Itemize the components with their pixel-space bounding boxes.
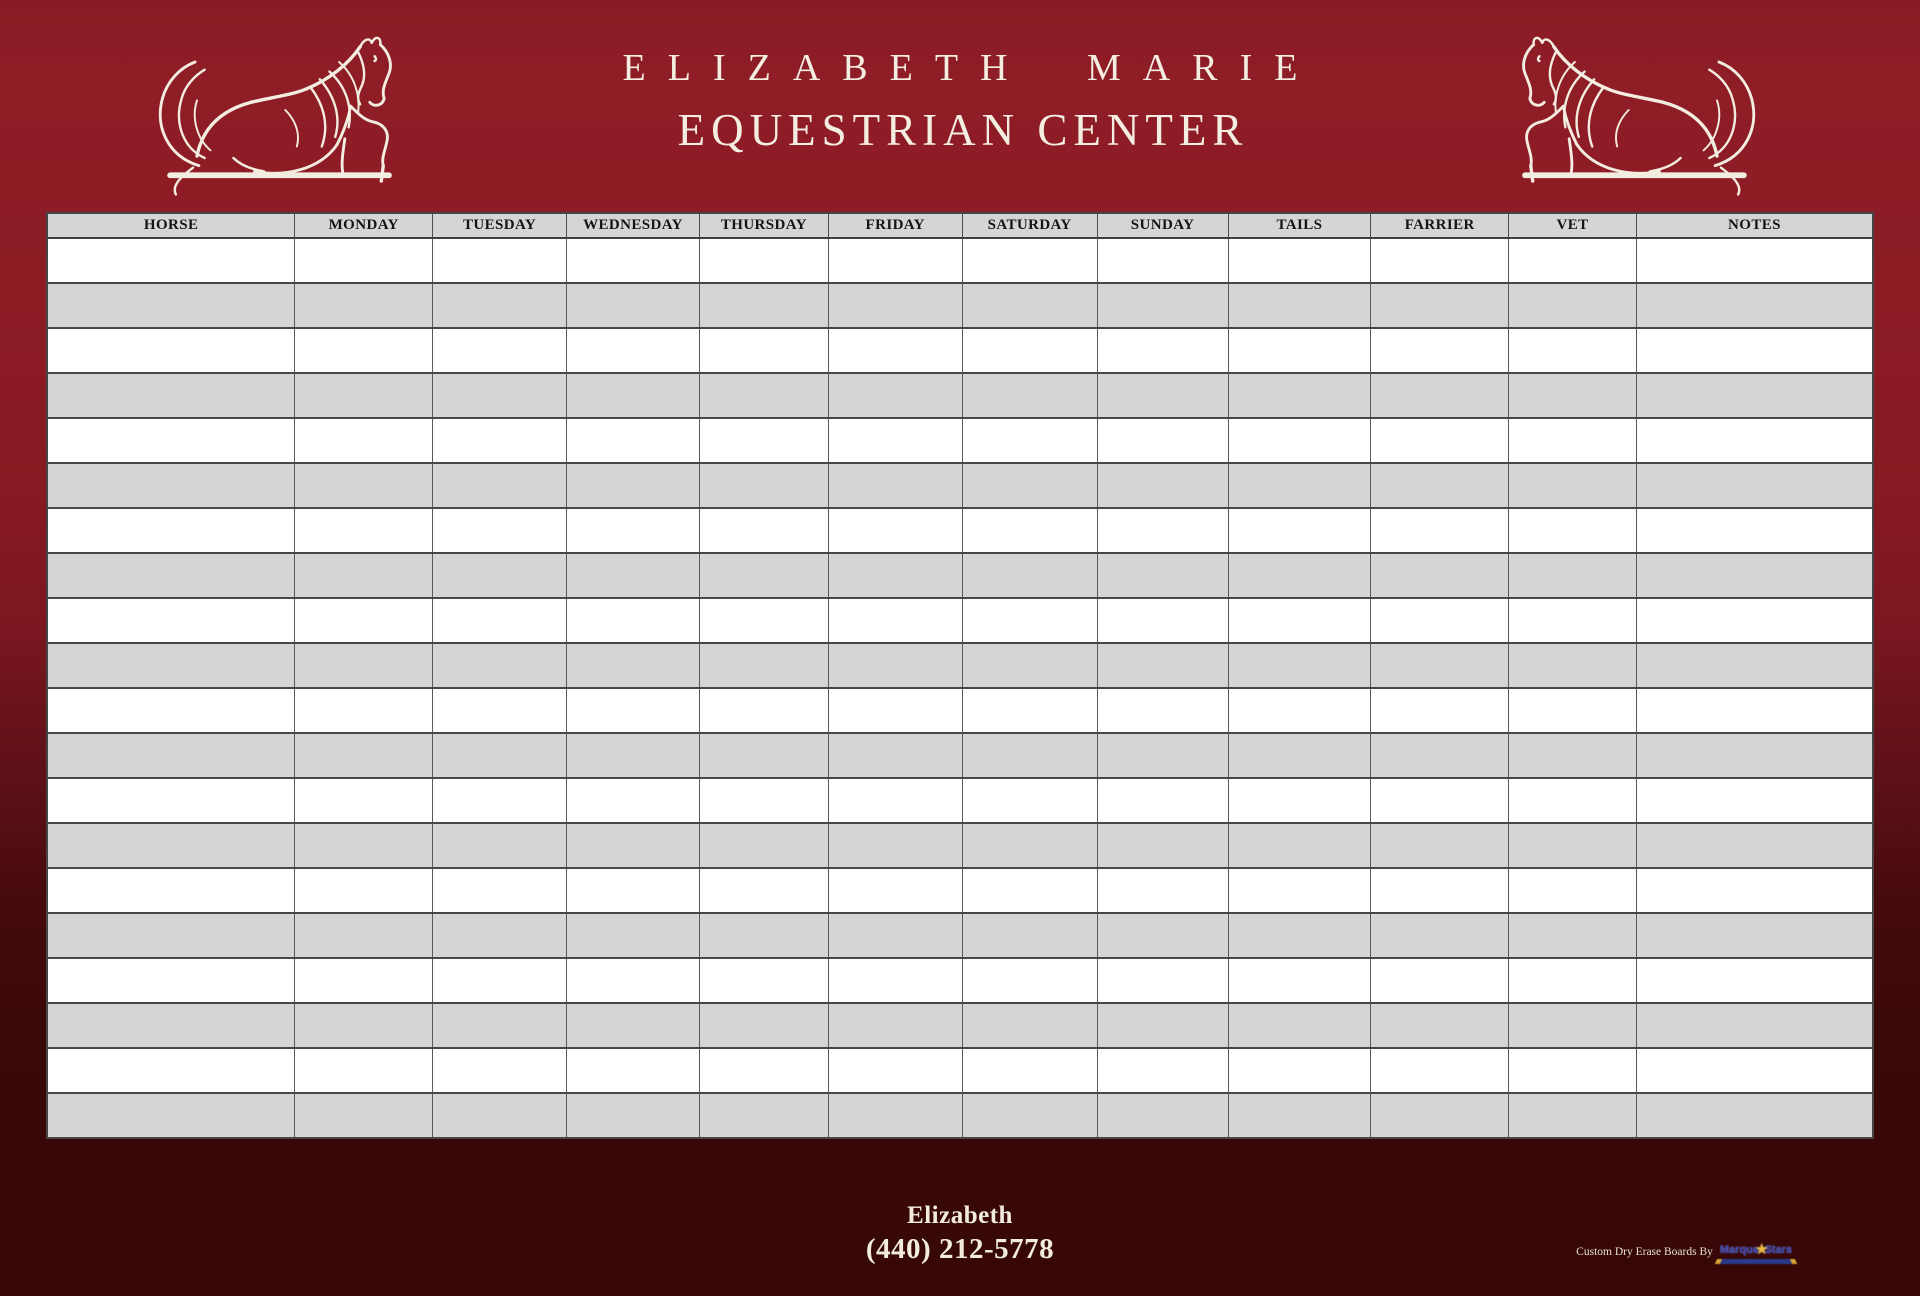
table-cell[interactable] bbox=[433, 1048, 567, 1093]
table-cell[interactable] bbox=[295, 688, 433, 733]
table-cell[interactable] bbox=[1228, 823, 1371, 868]
table-cell[interactable] bbox=[962, 283, 1097, 328]
table-row bbox=[47, 868, 1873, 913]
table-cell[interactable] bbox=[433, 778, 567, 823]
table-cell[interactable] bbox=[1636, 418, 1873, 463]
table-row bbox=[47, 688, 1873, 733]
table-cell[interactable] bbox=[566, 238, 699, 283]
title-block bbox=[0, 46, 1920, 156]
table-cell[interactable] bbox=[1636, 238, 1873, 283]
table-row bbox=[47, 778, 1873, 823]
table-row bbox=[47, 283, 1873, 328]
table-cell[interactable] bbox=[1228, 508, 1371, 553]
table-cell[interactable] bbox=[47, 553, 295, 598]
table-row bbox=[47, 913, 1873, 958]
table-cell[interactable] bbox=[828, 238, 962, 283]
table-cell[interactable] bbox=[1228, 283, 1371, 328]
table-cell[interactable] bbox=[962, 508, 1097, 553]
table-cell[interactable] bbox=[295, 958, 433, 1003]
table-cell[interactable] bbox=[433, 913, 567, 958]
star-icon: ★ bbox=[1755, 1242, 1769, 1258]
table-cell[interactable] bbox=[1371, 1093, 1509, 1138]
table-row bbox=[47, 418, 1873, 463]
table-cell[interactable] bbox=[1636, 958, 1873, 1003]
table-cell[interactable] bbox=[566, 463, 699, 508]
table-cell[interactable] bbox=[699, 1003, 828, 1048]
table-cell[interactable] bbox=[566, 283, 699, 328]
table-cell[interactable] bbox=[295, 733, 433, 778]
table-cell[interactable] bbox=[828, 553, 962, 598]
table-cell[interactable] bbox=[699, 373, 828, 418]
table-cell[interactable] bbox=[1097, 823, 1228, 868]
table-cell[interactable] bbox=[433, 373, 567, 418]
table-cell[interactable] bbox=[295, 283, 433, 328]
table-cell[interactable] bbox=[433, 733, 567, 778]
table-cell[interactable] bbox=[566, 373, 699, 418]
table-cell[interactable] bbox=[566, 1048, 699, 1093]
table-row bbox=[47, 958, 1873, 1003]
table-row bbox=[47, 1048, 1873, 1093]
table-cell[interactable] bbox=[47, 733, 295, 778]
table-cell[interactable] bbox=[566, 328, 699, 373]
column-header-vet: VET bbox=[1509, 213, 1637, 238]
table-cell[interactable] bbox=[1636, 643, 1873, 688]
vendor-logo-word-2: Stars bbox=[1764, 1244, 1792, 1256]
table-cell[interactable] bbox=[699, 733, 828, 778]
vendor-logo bbox=[1720, 1243, 1792, 1264]
table-cell[interactable] bbox=[1636, 823, 1873, 868]
table-cell[interactable] bbox=[1097, 328, 1228, 373]
column-header-tuesday: TUESDAY bbox=[433, 213, 567, 238]
column-header-monday: MONDAY bbox=[295, 213, 433, 238]
table-cell[interactable] bbox=[1509, 1093, 1637, 1138]
table-row bbox=[47, 598, 1873, 643]
table-cell[interactable] bbox=[962, 913, 1097, 958]
table-cell[interactable] bbox=[566, 1093, 699, 1138]
table-cell[interactable] bbox=[295, 823, 433, 868]
table-cell[interactable] bbox=[1371, 958, 1509, 1003]
table-cell[interactable] bbox=[1636, 508, 1873, 553]
table-cell[interactable] bbox=[433, 553, 567, 598]
table-cell[interactable] bbox=[1636, 688, 1873, 733]
table-cell[interactable] bbox=[962, 688, 1097, 733]
table-cell[interactable] bbox=[1228, 553, 1371, 598]
table-cell[interactable] bbox=[828, 868, 962, 913]
table-cell[interactable] bbox=[1509, 238, 1637, 283]
table-cell[interactable] bbox=[433, 868, 567, 913]
table-row bbox=[47, 823, 1873, 868]
table-cell[interactable] bbox=[699, 1093, 828, 1138]
table-cell[interactable] bbox=[962, 463, 1097, 508]
table-cell[interactable] bbox=[828, 508, 962, 553]
table-cell[interactable] bbox=[1509, 1003, 1637, 1048]
vendor-credit-text: Custom Dry Erase Boards By bbox=[1576, 1246, 1713, 1258]
table-cell[interactable] bbox=[1509, 418, 1637, 463]
table-cell[interactable] bbox=[1509, 958, 1637, 1003]
table-cell[interactable] bbox=[295, 508, 433, 553]
table-cell[interactable] bbox=[566, 958, 699, 1003]
page-title: ELIZABETH MARIE bbox=[622, 47, 1320, 89]
table-row bbox=[47, 1003, 1873, 1048]
table-cell[interactable] bbox=[828, 373, 962, 418]
table-cell[interactable] bbox=[1228, 643, 1371, 688]
table-cell[interactable] bbox=[433, 643, 567, 688]
table-cell[interactable] bbox=[295, 1003, 433, 1048]
column-header-wednesday: WEDNESDAY bbox=[566, 213, 699, 238]
table-cell[interactable] bbox=[1509, 553, 1637, 598]
table-cell[interactable] bbox=[1228, 958, 1371, 1003]
table-cell[interactable] bbox=[962, 373, 1097, 418]
table-cell[interactable] bbox=[295, 1048, 433, 1093]
table-cell[interactable] bbox=[962, 1048, 1097, 1093]
column-header-thursday: THURSDAY bbox=[699, 213, 828, 238]
table-cell[interactable] bbox=[295, 778, 433, 823]
table-cell[interactable] bbox=[295, 418, 433, 463]
table-cell[interactable] bbox=[699, 823, 828, 868]
table-cell[interactable] bbox=[47, 238, 295, 283]
table-cell[interactable] bbox=[1509, 598, 1637, 643]
table-cell[interactable] bbox=[566, 688, 699, 733]
table-cell[interactable] bbox=[1228, 868, 1371, 913]
table-cell[interactable] bbox=[1636, 553, 1873, 598]
table-cell[interactable] bbox=[1228, 778, 1371, 823]
table-cell[interactable] bbox=[1097, 283, 1228, 328]
table-cell[interactable] bbox=[433, 283, 567, 328]
column-header-notes: NOTES bbox=[1636, 213, 1873, 238]
schedule-table bbox=[46, 212, 1874, 1139]
table-cell[interactable] bbox=[1228, 328, 1371, 373]
table-cell[interactable] bbox=[295, 598, 433, 643]
table-cell[interactable] bbox=[295, 643, 433, 688]
table-cell[interactable] bbox=[962, 823, 1097, 868]
table-cell[interactable] bbox=[566, 598, 699, 643]
masthead bbox=[0, 0, 1920, 212]
table-cell[interactable] bbox=[1371, 238, 1509, 283]
table-cell[interactable] bbox=[47, 868, 295, 913]
table-cell[interactable] bbox=[699, 238, 828, 283]
table-cell[interactable] bbox=[1636, 913, 1873, 958]
table-row bbox=[47, 733, 1873, 778]
table-cell[interactable] bbox=[1509, 373, 1637, 418]
table-cell[interactable] bbox=[295, 1093, 433, 1138]
column-header-friday: FRIDAY bbox=[828, 213, 962, 238]
table-cell[interactable] bbox=[1509, 1048, 1637, 1093]
table-cell[interactable] bbox=[1097, 238, 1228, 283]
table-cell[interactable] bbox=[828, 1093, 962, 1138]
table-cell[interactable] bbox=[962, 1003, 1097, 1048]
table-cell[interactable] bbox=[566, 1003, 699, 1048]
table-cell[interactable] bbox=[1097, 688, 1228, 733]
table-cell[interactable] bbox=[828, 733, 962, 778]
table-cell[interactable] bbox=[828, 823, 962, 868]
table-cell[interactable] bbox=[47, 328, 295, 373]
table-cell[interactable] bbox=[1371, 823, 1509, 868]
table-cell[interactable] bbox=[1636, 1003, 1873, 1048]
column-header-horse: HORSE bbox=[47, 213, 295, 238]
table-cell[interactable] bbox=[1636, 373, 1873, 418]
table-header-row bbox=[47, 213, 1873, 238]
table-cell[interactable] bbox=[828, 463, 962, 508]
table-row bbox=[47, 643, 1873, 688]
table-cell[interactable] bbox=[566, 868, 699, 913]
table-cell[interactable] bbox=[1636, 1093, 1873, 1138]
table-cell[interactable] bbox=[1228, 688, 1371, 733]
table-cell[interactable] bbox=[699, 958, 828, 1003]
table-cell[interactable] bbox=[962, 778, 1097, 823]
table-cell[interactable] bbox=[962, 958, 1097, 1003]
table-cell[interactable] bbox=[1228, 1093, 1371, 1138]
table-cell[interactable] bbox=[962, 868, 1097, 913]
table-cell[interactable] bbox=[699, 553, 828, 598]
table-cell[interactable] bbox=[433, 508, 567, 553]
table-cell[interactable] bbox=[828, 778, 962, 823]
table-cell[interactable] bbox=[962, 238, 1097, 283]
table-cell[interactable] bbox=[828, 958, 962, 1003]
table-cell[interactable] bbox=[295, 373, 433, 418]
table-cell[interactable] bbox=[828, 1003, 962, 1048]
table-cell[interactable] bbox=[962, 328, 1097, 373]
table-cell[interactable] bbox=[295, 553, 433, 598]
table-cell[interactable] bbox=[1371, 688, 1509, 733]
table-cell[interactable] bbox=[699, 328, 828, 373]
vendor-credit bbox=[1576, 1243, 1792, 1264]
table-row bbox=[47, 238, 1873, 283]
table-cell[interactable] bbox=[699, 778, 828, 823]
table-cell[interactable] bbox=[1509, 733, 1637, 778]
table-cell[interactable] bbox=[1228, 238, 1371, 283]
table-cell[interactable] bbox=[433, 1093, 567, 1138]
table-cell[interactable] bbox=[1509, 823, 1637, 868]
table-cell[interactable] bbox=[1228, 373, 1371, 418]
table-cell[interactable] bbox=[1371, 868, 1509, 913]
table-cell[interactable] bbox=[1228, 1003, 1371, 1048]
table-cell[interactable] bbox=[1228, 733, 1371, 778]
contact-phone: (440) 212-5778 bbox=[865, 1233, 1055, 1265]
table-cell[interactable] bbox=[1509, 688, 1637, 733]
table-cell[interactable] bbox=[1371, 598, 1509, 643]
table-cell[interactable] bbox=[1371, 778, 1509, 823]
vendor-logo-word-1: Marque bbox=[1719, 1244, 1760, 1256]
table-cell[interactable] bbox=[962, 733, 1097, 778]
table-cell[interactable] bbox=[962, 598, 1097, 643]
table-cell[interactable] bbox=[433, 418, 567, 463]
table-cell[interactable] bbox=[1371, 373, 1509, 418]
table-cell[interactable] bbox=[1636, 328, 1873, 373]
table-cell[interactable] bbox=[1509, 463, 1637, 508]
column-header-saturday: SATURDAY bbox=[962, 213, 1097, 238]
table-cell[interactable] bbox=[566, 643, 699, 688]
table-cell[interactable] bbox=[1636, 598, 1873, 643]
table-cell[interactable] bbox=[1097, 598, 1228, 643]
table-cell[interactable] bbox=[1097, 553, 1228, 598]
table-cell[interactable] bbox=[1636, 283, 1873, 328]
table-cell[interactable] bbox=[47, 283, 295, 328]
table-cell[interactable] bbox=[1097, 778, 1228, 823]
table-cell[interactable] bbox=[962, 1093, 1097, 1138]
table-cell[interactable] bbox=[433, 463, 567, 508]
table-cell[interactable] bbox=[699, 283, 828, 328]
column-header-sunday: SUNDAY bbox=[1097, 213, 1228, 238]
table-cell[interactable] bbox=[1371, 643, 1509, 688]
table-cell[interactable] bbox=[699, 463, 828, 508]
table-cell[interactable] bbox=[47, 913, 295, 958]
table-cell[interactable] bbox=[1228, 1048, 1371, 1093]
table-cell[interactable] bbox=[699, 598, 828, 643]
table-cell[interactable] bbox=[1636, 733, 1873, 778]
table-cell[interactable] bbox=[1228, 598, 1371, 643]
table-cell[interactable] bbox=[433, 823, 567, 868]
table-cell[interactable] bbox=[1636, 778, 1873, 823]
table-cell[interactable] bbox=[433, 328, 567, 373]
table-row bbox=[47, 1093, 1873, 1138]
table-cell[interactable] bbox=[828, 643, 962, 688]
table-row bbox=[47, 373, 1873, 418]
page-subtitle: EQUESTRIAN CENTER bbox=[677, 105, 1249, 155]
table-cell[interactable] bbox=[1097, 373, 1228, 418]
table-row bbox=[47, 328, 1873, 373]
table-cell[interactable] bbox=[1371, 283, 1509, 328]
column-header-farrier: FARRIER bbox=[1371, 213, 1509, 238]
table-cell[interactable] bbox=[1097, 1003, 1228, 1048]
table-cell[interactable] bbox=[295, 328, 433, 373]
table-cell[interactable] bbox=[47, 778, 295, 823]
table-cell[interactable] bbox=[962, 553, 1097, 598]
table-cell[interactable] bbox=[699, 643, 828, 688]
table-cell[interactable] bbox=[1371, 328, 1509, 373]
table-cell[interactable] bbox=[47, 373, 295, 418]
table-cell[interactable] bbox=[699, 688, 828, 733]
table-row bbox=[47, 508, 1873, 553]
table-cell[interactable] bbox=[295, 238, 433, 283]
table-cell[interactable] bbox=[1371, 553, 1509, 598]
table-cell[interactable] bbox=[566, 913, 699, 958]
table-cell[interactable] bbox=[1228, 913, 1371, 958]
table-cell[interactable] bbox=[295, 463, 433, 508]
table-cell[interactable] bbox=[1228, 463, 1371, 508]
table-cell[interactable] bbox=[1509, 328, 1637, 373]
table-cell[interactable] bbox=[1509, 868, 1637, 913]
table-cell[interactable] bbox=[828, 598, 962, 643]
table-cell[interactable] bbox=[699, 508, 828, 553]
table-cell[interactable] bbox=[1097, 913, 1228, 958]
table-cell[interactable] bbox=[47, 823, 295, 868]
table-cell[interactable] bbox=[1509, 913, 1637, 958]
table-cell[interactable] bbox=[1371, 913, 1509, 958]
table-cell[interactable] bbox=[295, 913, 433, 958]
table-cell[interactable] bbox=[433, 958, 567, 1003]
table-cell[interactable] bbox=[1097, 418, 1228, 463]
table-cell[interactable] bbox=[1509, 778, 1637, 823]
table-cell[interactable] bbox=[566, 778, 699, 823]
table-cell[interactable] bbox=[1371, 1003, 1509, 1048]
table-cell[interactable] bbox=[47, 463, 295, 508]
table-cell[interactable] bbox=[47, 1093, 295, 1138]
column-header-tails: TAILS bbox=[1228, 213, 1371, 238]
table-cell[interactable] bbox=[1097, 733, 1228, 778]
table-cell[interactable] bbox=[1636, 1048, 1873, 1093]
table-cell[interactable] bbox=[699, 913, 828, 958]
table-cell[interactable] bbox=[699, 1048, 828, 1093]
table-cell[interactable] bbox=[1097, 958, 1228, 1003]
table-cell[interactable] bbox=[1636, 463, 1873, 508]
table-cell[interactable] bbox=[1228, 418, 1371, 463]
vendor-logo-banner bbox=[1720, 1259, 1792, 1264]
table-cell[interactable] bbox=[1097, 1093, 1228, 1138]
table-cell[interactable] bbox=[828, 418, 962, 463]
table-cell[interactable] bbox=[433, 1003, 567, 1048]
table-cell[interactable] bbox=[1371, 1048, 1509, 1093]
table-cell[interactable] bbox=[1097, 463, 1228, 508]
table-cell[interactable] bbox=[1509, 508, 1637, 553]
table-cell[interactable] bbox=[828, 1048, 962, 1093]
table-cell[interactable] bbox=[295, 868, 433, 913]
table-cell[interactable] bbox=[1371, 463, 1509, 508]
table-row bbox=[47, 463, 1873, 508]
table-cell[interactable] bbox=[828, 328, 962, 373]
table-cell[interactable] bbox=[566, 508, 699, 553]
table-cell[interactable] bbox=[47, 958, 295, 1003]
table-cell[interactable] bbox=[433, 688, 567, 733]
table-cell[interactable] bbox=[47, 418, 295, 463]
table-cell[interactable] bbox=[566, 733, 699, 778]
table-cell[interactable] bbox=[699, 418, 828, 463]
table-cell[interactable] bbox=[962, 418, 1097, 463]
table-cell[interactable] bbox=[47, 688, 295, 733]
table-cell[interactable] bbox=[566, 418, 699, 463]
table-cell[interactable] bbox=[47, 1003, 295, 1048]
table-cell[interactable] bbox=[1636, 868, 1873, 913]
table-cell[interactable] bbox=[566, 823, 699, 868]
table-cell[interactable] bbox=[962, 643, 1097, 688]
table-cell[interactable] bbox=[1371, 733, 1509, 778]
table-cell[interactable] bbox=[1097, 508, 1228, 553]
table-cell[interactable] bbox=[433, 598, 567, 643]
contact-name: Elizabeth bbox=[907, 1202, 1013, 1229]
table-cell[interactable] bbox=[828, 688, 962, 733]
table-row bbox=[47, 553, 1873, 598]
table-cell[interactable] bbox=[47, 643, 295, 688]
table-cell[interactable] bbox=[699, 868, 828, 913]
table-cell[interactable] bbox=[47, 598, 295, 643]
table-cell[interactable] bbox=[1097, 1048, 1228, 1093]
table-cell[interactable] bbox=[1509, 643, 1637, 688]
table-cell[interactable] bbox=[47, 508, 295, 553]
table-cell[interactable] bbox=[566, 553, 699, 598]
table-cell[interactable] bbox=[1371, 508, 1509, 553]
table-cell[interactable] bbox=[433, 238, 567, 283]
table-cell[interactable] bbox=[1371, 418, 1509, 463]
table-cell[interactable] bbox=[1509, 283, 1637, 328]
table-cell[interactable] bbox=[828, 913, 962, 958]
table-cell[interactable] bbox=[47, 1048, 295, 1093]
table-cell[interactable] bbox=[1097, 643, 1228, 688]
table-cell[interactable] bbox=[828, 283, 962, 328]
table-cell[interactable] bbox=[1097, 868, 1228, 913]
